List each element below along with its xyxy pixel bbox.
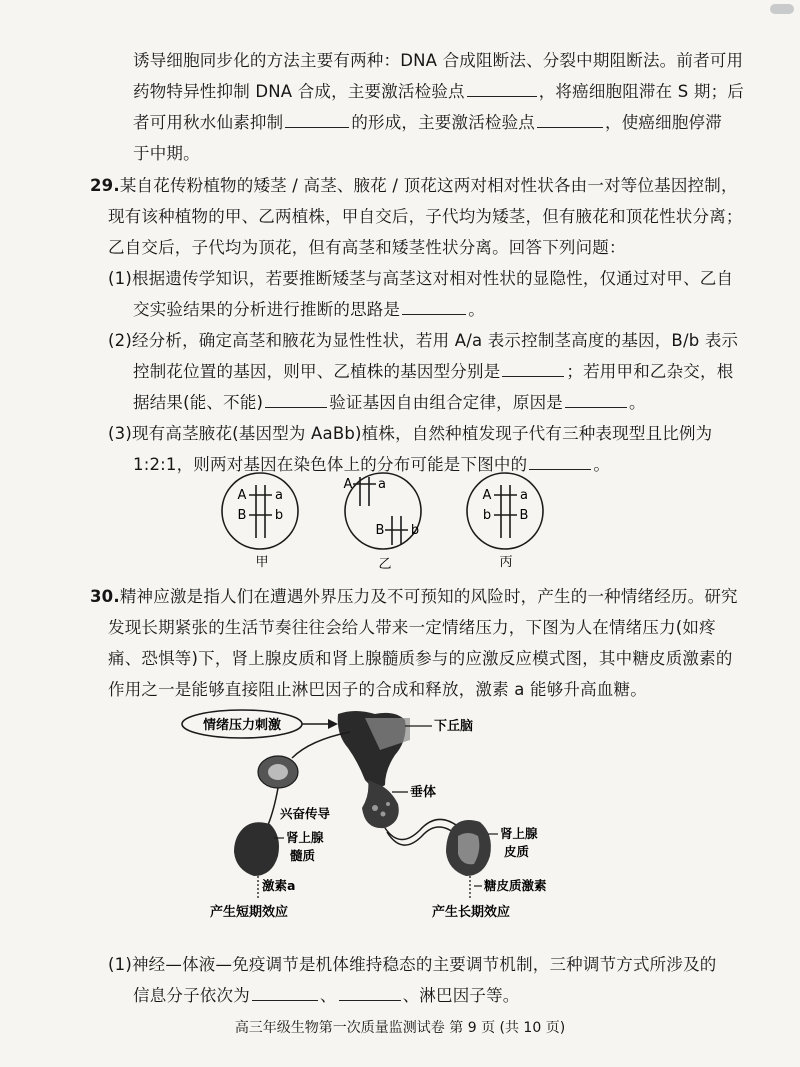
q29-line-3: 乙自交后，子代均为顶花，但有高茎和矮茎性状分离。回答下列问题： <box>108 238 626 257</box>
pituitary-label: 垂体 <box>410 785 437 800</box>
q29-part2-line-2: 控制花位置的基因，则甲、乙植株的基因型分别是 ；若用甲和乙杂交，根 <box>133 362 734 381</box>
allele-label: A <box>237 488 247 503</box>
glucocorticoid-label: 糖皮质激素 <box>484 878 547 893</box>
answer-blank[interactable] <box>402 300 466 315</box>
q29-line-1: 29.某自花传粉植物的矮茎 / 高茎、腋花 / 顶花这两对相对性状各由一对等位基因控制， <box>90 176 738 195</box>
allele-label: B <box>237 508 247 523</box>
q30-part1-line-1: (1)神经—体液—免疫调节是机体维持稳态的主要调节机制，三种调节方式所涉及的 <box>108 955 717 974</box>
cell-bing <box>467 473 543 570</box>
q28-line-1: 诱导细胞同步化的方法主要有两种：DNA 合成阻断法、分裂中期阻断法。前者可用 <box>133 51 744 70</box>
short-effect-label: 产生短期效应 <box>210 905 289 920</box>
answer-blank[interactable] <box>265 393 327 408</box>
q30-line-3: 痛、恐惧等)下，肾上腺皮质和肾上腺髓质参与的应激反应模式图，其中糖皮质激素的 <box>108 649 733 668</box>
allele-label: a <box>520 488 528 503</box>
answer-blank[interactable] <box>502 362 564 377</box>
allele-label: a <box>275 488 283 503</box>
adrenal-cortex-label-2: 皮质 <box>504 844 530 859</box>
allele-label: b <box>274 508 284 523</box>
cell-jia <box>222 473 298 570</box>
cell-caption: 乙 <box>378 557 392 572</box>
corner-mark <box>770 4 794 14</box>
chromosome-cells-figure <box>210 468 560 572</box>
hormone-a-label: 激素a <box>262 878 296 893</box>
q30-line-4: 作用之一是能够直接阻止淋巴因子的合成和释放，激素 a 能够升高血糖。 <box>108 680 647 699</box>
q30-line-2: 发现长期紧张的生活节奏往往会给人带来一定情绪压力，下图为人在情绪压力(如疼 <box>108 618 716 637</box>
long-effect-label: 产生长期效应 <box>432 905 511 920</box>
q30-line-1: 30.精神应激是指人们在遭遇外界压力及不可预知的风险时，产生的一种情绪经历。研究 <box>90 587 738 606</box>
q30-number: 30. <box>90 587 120 606</box>
adrenal-medulla-label-1: 肾上腺 <box>286 830 324 845</box>
q29-line-2: 现有该种植物的甲、乙两植株，甲自交后，子代均为矮茎，但有腋花和顶花性状分离； <box>108 207 743 226</box>
cell-caption: 甲 <box>255 555 269 570</box>
hypothalamus-label: 下丘脑 <box>434 719 474 734</box>
stress-response-diagram <box>170 700 620 930</box>
allele-label: a <box>378 477 386 492</box>
answer-blank[interactable] <box>565 393 627 408</box>
allele-label: B <box>519 508 529 523</box>
cell-yi <box>344 473 421 572</box>
adrenal-medulla-gland <box>234 822 279 876</box>
q28-line-4: 于中期。 <box>133 144 200 163</box>
q29-part1-line-2: 交实验结果的分析进行推断的思路是 。 <box>133 300 485 319</box>
page-footer: 高三年级生物第一次质量监测试卷 第 9 页 (共 10 页) <box>234 1020 566 1036</box>
q29-number: 29. <box>90 176 120 195</box>
q28-line-3: 者可用秋水仙素抑制 的形成，主要激活检验点 ，使癌细胞停滞 <box>133 113 722 132</box>
answer-blank[interactable] <box>339 986 401 1001</box>
q29-part3-line-2: 1:2:1，则两对基因在染色体上的分布可能是下图中的 。 <box>133 455 611 474</box>
allele-label: A <box>343 477 353 492</box>
q28-line-2: 药物特异性抑制 DNA 合成，主要激活检验点 ，将癌细胞阻滞在 S 期；后 <box>133 82 744 101</box>
allele-label: b <box>482 508 492 523</box>
pituitary-shape <box>362 780 399 828</box>
adrenal-medulla-label-2: 髓质 <box>290 848 316 863</box>
q30-part1-line-2: 信息分子依次为 、 、淋巴因子等。 <box>133 986 520 1005</box>
stimulus-label: 情绪压力刺激 <box>202 718 282 733</box>
q29-part2-line-1: (2)经分析，确定高茎和腋花为显性性状，若用 A/a 表示控制茎高度的基因，B/b 表示 <box>108 331 739 350</box>
answer-blank[interactable] <box>252 986 318 1001</box>
answer-blank[interactable] <box>537 113 603 128</box>
q29-part1-line-1: (1)根据遗传学知识，若要推断矮茎与高茎这对相对性状的显隐性，仅通过对甲、乙自 <box>108 269 734 288</box>
adrenal-cortex-label-1: 肾上腺 <box>500 826 538 841</box>
cell-caption: 丙 <box>499 555 513 570</box>
answer-blank[interactable] <box>285 113 349 128</box>
answer-blank[interactable] <box>467 82 537 97</box>
allele-label: B <box>375 523 385 538</box>
excitation-label: 兴奋传导 <box>280 806 331 821</box>
q29-part3-line-1: (3)现有高茎腋花(基因型为 AaBb)植株，自然种植发现子代有三种表现型且比例为 <box>108 424 713 443</box>
allele-label: A <box>482 488 492 503</box>
q29-part2-line-3: 据结果(能、不能) 验证基因自由组合定律，原因是 。 <box>133 393 646 412</box>
allele-label: b <box>410 523 420 538</box>
